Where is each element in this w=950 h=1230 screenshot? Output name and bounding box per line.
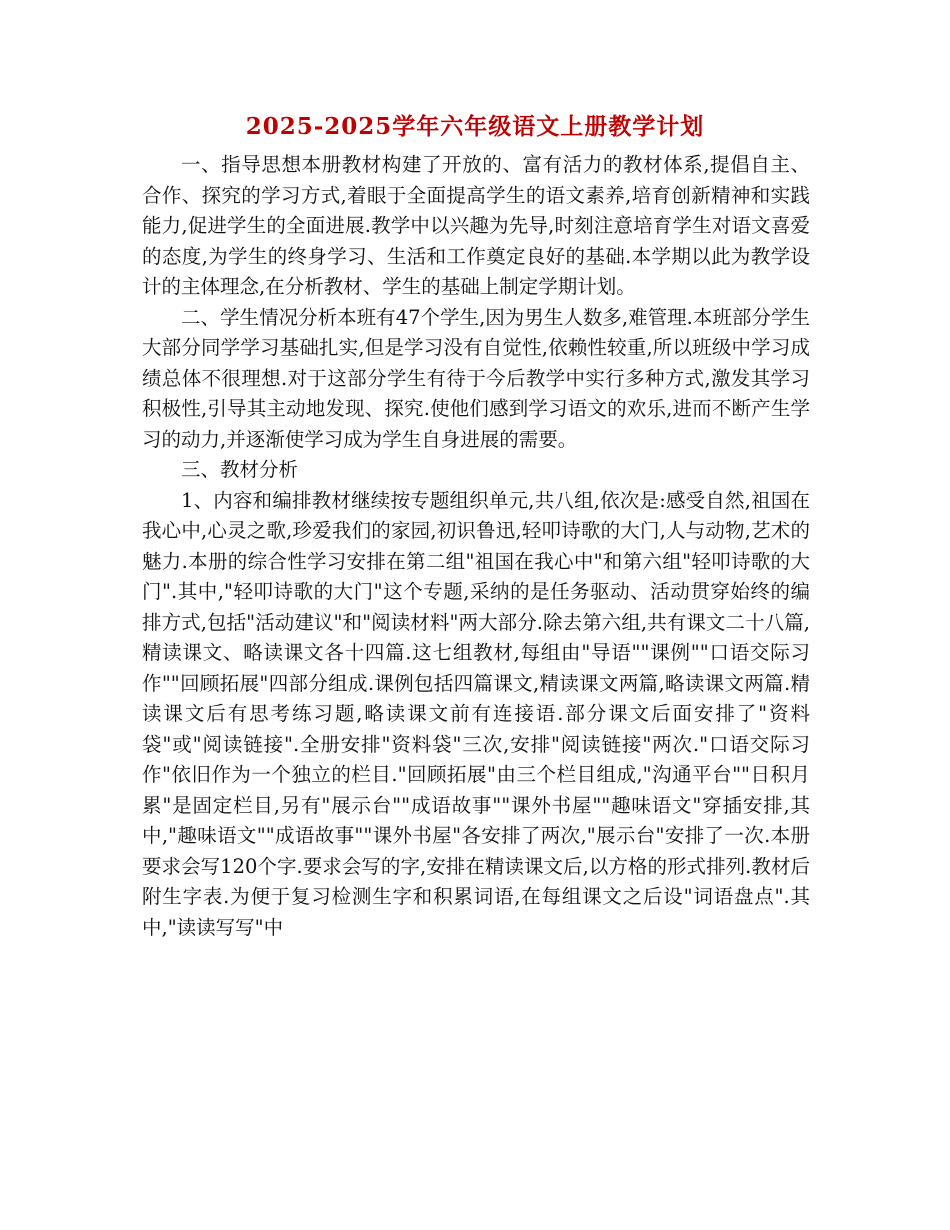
paragraph-guiding-ideology: 一、指导思想本册教材构建了开放的、富有活力的教材体系,提倡自主、合作、探究的学习方式,着眼于全面提高学生的语文素养,培育创新精神和实践能力,促进学生的全面进展.教学中以兴趣为先导,时刻注意培育学生对语文喜爱的态度,为学生的终身学习、生活和工作奠定良好的基础.本学期以此为教学设计的主体理念,在分析教材、学生的基础上制定学期计划。 <box>142 153 810 298</box>
paragraph-student-analysis: 二、学生情况分析本班有47个学生,因为男生人数多,难管理.本班部分学生大部分同学学习基础扎实,但是学习没有自觉性,依赖性较重,所以班级中学习成绩总体不很理想.对于这部分学生有待于今后教学中实行多种方式,激发其学习积极性,引导其主动地发现、探究.使他们感到学习语文的欢乐,进而不断产生学习的动力,并逐渐使学习成为学生自身进展的需要。 <box>142 305 810 451</box>
paragraph-content-arrangement: 1、内容和编排教材继续按专题组织单元,共八组,依次是:感受自然,祖国在我心中,心灵之歌,珍爱我们的家园,初识鲁迅,轻叩诗歌的大门,人与动物,艺术的魅力.本册的综合性学习安排在第二组"祖国在我心中"和第六组"轻叩诗歌的大门".其中,"轻叩诗歌的大门"这个专题,采纳的是任务驱动、活动贯穿始终的编排方式,包括"活动建议"和"阅读材料"两大部分.除去第六组,共有课文二十八篇,精读课文、略读课文各十四篇.这七组教材,每组由"导语""课例""口语交际习作""回顾拓展"四部分组成.课例包括四篇课文,精读课文两篇,略读课文两篇.精读课文后有思考练习题,略读课文前有连接语.部分课文后面安排了"资料袋"或"阅读链接".全册安排"资料袋"三次,安排"阅读链接"两次."口语交际习作"依旧作为一个独立的栏目."回顾拓展"由三个栏目组成,"沟通平台""日积月累"是固定栏目,另有"展示台""成语故事""课外书屋""趣味语文"穿插安排,其中,"趣味语文""成语故事""课外书屋"各安排了两次,"展示台"安排了一次.本册要求会写120个字.要求会写的字,安排在精读课文后,以方格的形式排列.教材后附生字表.为便于复习检测生字和积累词语,在每组课文之后设"词语盘点".其中,"读读写写"中 <box>142 488 810 939</box>
document-body <box>142 150 810 943</box>
document-title: 2025-2025学年六年级语文上册教学计划 <box>245 113 705 140</box>
paragraph-textbook-analysis-heading: 三、教材分析 <box>181 458 299 481</box>
